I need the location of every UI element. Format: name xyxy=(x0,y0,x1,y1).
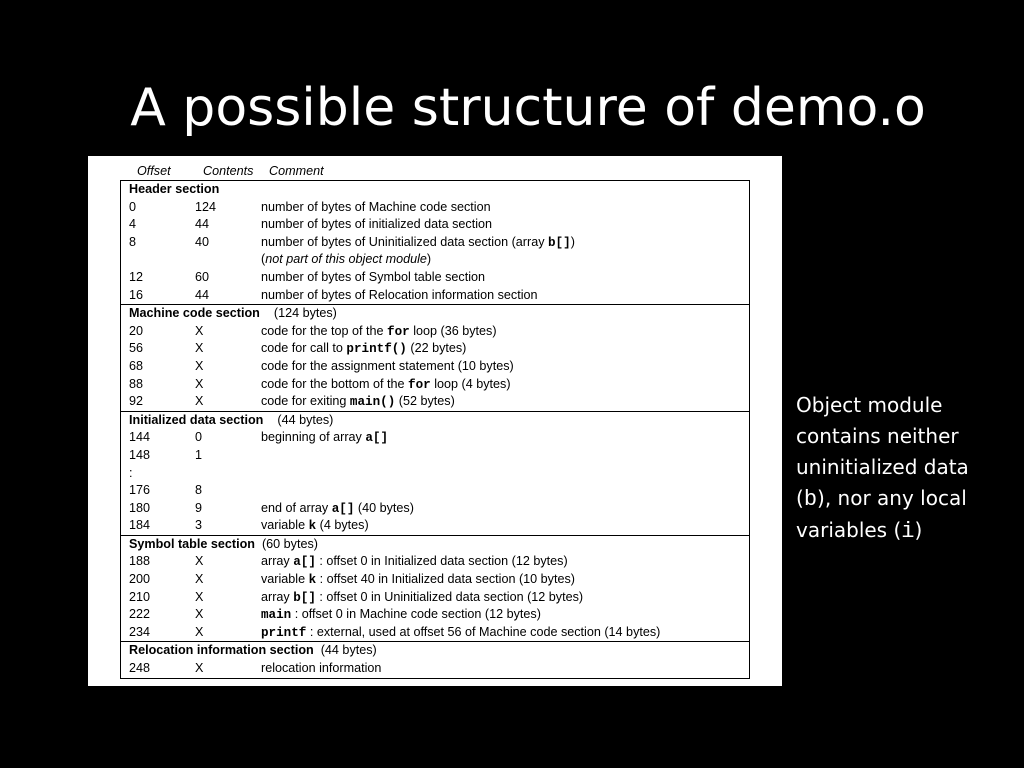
offset-cell: 4 xyxy=(129,217,137,232)
contents-cell: 9 xyxy=(195,500,203,515)
side-note xyxy=(796,390,996,547)
comment-cell: number of bytes of initialized data section xyxy=(261,217,493,232)
comment-cell: main : offset 0 in Machine code section (12 bytes) xyxy=(261,607,541,623)
offset-cell: 92 xyxy=(129,394,144,409)
section-title: Symbol table section (60 bytes) xyxy=(129,536,318,551)
object-file-figure xyxy=(88,156,782,686)
table-row xyxy=(121,251,749,269)
comment-cell: array b[] : offset 0 in Uninitialized data section (12 bytes) xyxy=(261,589,584,605)
offset-cell: 210 xyxy=(129,589,151,604)
contents-cell: X xyxy=(195,661,204,676)
offset-cell: 200 xyxy=(129,572,151,587)
comment-cell: code for call to printf() (22 bytes) xyxy=(261,341,467,357)
table-row xyxy=(121,465,749,483)
table-row xyxy=(121,376,749,394)
table-row xyxy=(121,358,749,376)
section-title: Header section xyxy=(129,182,220,196)
table-row xyxy=(121,482,749,500)
table-row xyxy=(121,447,749,465)
offset-cell: 234 xyxy=(129,624,151,639)
structure-table xyxy=(120,180,750,679)
section-title: Initialized data section (44 bytes) xyxy=(129,412,334,427)
offset-cell: 56 xyxy=(129,341,144,356)
offset-cell: 176 xyxy=(129,483,151,498)
offset-cell: : xyxy=(129,465,133,480)
offset-cell: 0 xyxy=(129,199,137,214)
contents-cell: 0 xyxy=(195,430,203,445)
offset-cell: 68 xyxy=(129,358,144,373)
table-row xyxy=(121,216,749,234)
offset-cell: 88 xyxy=(129,376,144,391)
relocation-section xyxy=(121,641,749,677)
contents-cell: 1 xyxy=(195,447,203,462)
side-note-line: (b), nor any local xyxy=(796,486,967,512)
offset-cell: 222 xyxy=(129,607,151,622)
offset-cell: 12 xyxy=(129,269,144,284)
header-section xyxy=(121,181,749,304)
comment-cell: variable k (4 bytes) xyxy=(261,518,369,534)
contents-cell: X xyxy=(195,358,204,373)
table-row xyxy=(121,287,749,305)
comment-cell: code for the top of the for loop (36 bytes) xyxy=(261,323,497,339)
comment-cell: relocation information xyxy=(261,661,382,676)
offset-cell: 248 xyxy=(129,661,151,676)
contents-cell: X xyxy=(195,554,204,569)
table-row xyxy=(121,624,749,642)
table-row xyxy=(121,323,749,341)
offset-cell: 180 xyxy=(129,500,151,515)
comment-cell: code for exiting main() (52 bytes) xyxy=(261,394,455,410)
comment-column-header: Comment xyxy=(269,164,324,178)
section-title: Machine code section (124 bytes) xyxy=(129,306,337,321)
section-title: Relocation information section (44 bytes) xyxy=(129,643,377,658)
table-row xyxy=(121,500,749,518)
comment-cell: number of bytes of Uninitialized data section (array b[]) xyxy=(261,234,575,250)
slide-title: A possible structure of demo.o xyxy=(130,78,926,138)
machine-code-section xyxy=(121,304,749,411)
comment-cell: array a[] : offset 0 in Initialized data section (12 bytes) xyxy=(261,554,568,570)
side-note-line: uninitialized data xyxy=(796,455,969,479)
initialized-data-section xyxy=(121,411,749,535)
contents-cell: 124 xyxy=(195,199,217,214)
comment-cell: code for the bottom of the for loop (4 bytes) xyxy=(261,376,511,392)
comment-cell: printf : external, used at offset 56 of Machine code section (14 bytes) xyxy=(261,624,661,640)
table-row xyxy=(121,199,749,217)
contents-cell: X xyxy=(195,394,204,409)
contents-cell: 40 xyxy=(195,234,210,249)
contents-cell: X xyxy=(195,323,204,338)
contents-cell: X xyxy=(195,624,204,639)
table-row xyxy=(121,606,749,624)
table-row xyxy=(121,517,749,535)
contents-cell: X xyxy=(195,589,204,604)
contents-cell: 60 xyxy=(195,269,210,284)
side-note-line: contains neither xyxy=(796,424,959,448)
offset-cell: 144 xyxy=(129,430,151,445)
offset-column-header: Offset xyxy=(137,164,171,178)
table-row xyxy=(121,269,749,287)
contents-cell: 8 xyxy=(195,483,203,498)
table-row xyxy=(121,429,749,447)
table-row xyxy=(121,340,749,358)
contents-cell: X xyxy=(195,341,204,356)
contents-cell: X xyxy=(195,607,204,622)
contents-cell: 3 xyxy=(195,518,203,533)
comment-cell: end of array a[] (40 bytes) xyxy=(261,500,414,516)
table-row xyxy=(121,393,749,411)
offset-cell: 20 xyxy=(129,323,144,338)
contents-cell: 44 xyxy=(195,217,210,232)
contents-column-header: Contents xyxy=(203,164,254,178)
offset-cell: 16 xyxy=(129,287,144,302)
offset-cell: 188 xyxy=(129,554,151,569)
comment-cell: code for the assignment statement (10 bytes) xyxy=(261,358,514,373)
symbol-table-section xyxy=(121,535,749,642)
side-note-line: variables (i) xyxy=(796,518,923,544)
offset-cell: 8 xyxy=(129,234,137,249)
offset-cell: 148 xyxy=(129,447,151,462)
comment-cell: variable k : offset 40 in Initialized data section (10 bytes) xyxy=(261,572,575,588)
table-row xyxy=(121,234,749,252)
side-note-line: Object module xyxy=(796,393,943,417)
comment-cell: number of bytes of Machine code section xyxy=(261,199,491,214)
table-row xyxy=(121,571,749,589)
contents-cell: X xyxy=(195,376,204,391)
contents-cell: X xyxy=(195,572,204,587)
table-row xyxy=(121,660,749,678)
comment-cell: beginning of array a[] xyxy=(261,430,389,446)
contents-cell: 44 xyxy=(195,287,210,302)
table-row xyxy=(121,553,749,571)
table-row xyxy=(121,589,749,607)
comment-cell: (not part of this object module) xyxy=(261,252,432,267)
comment-cell: number of bytes of Relocation information section xyxy=(261,287,538,302)
offset-cell: 184 xyxy=(129,518,151,533)
comment-cell: number of bytes of Symbol table section xyxy=(261,269,486,284)
